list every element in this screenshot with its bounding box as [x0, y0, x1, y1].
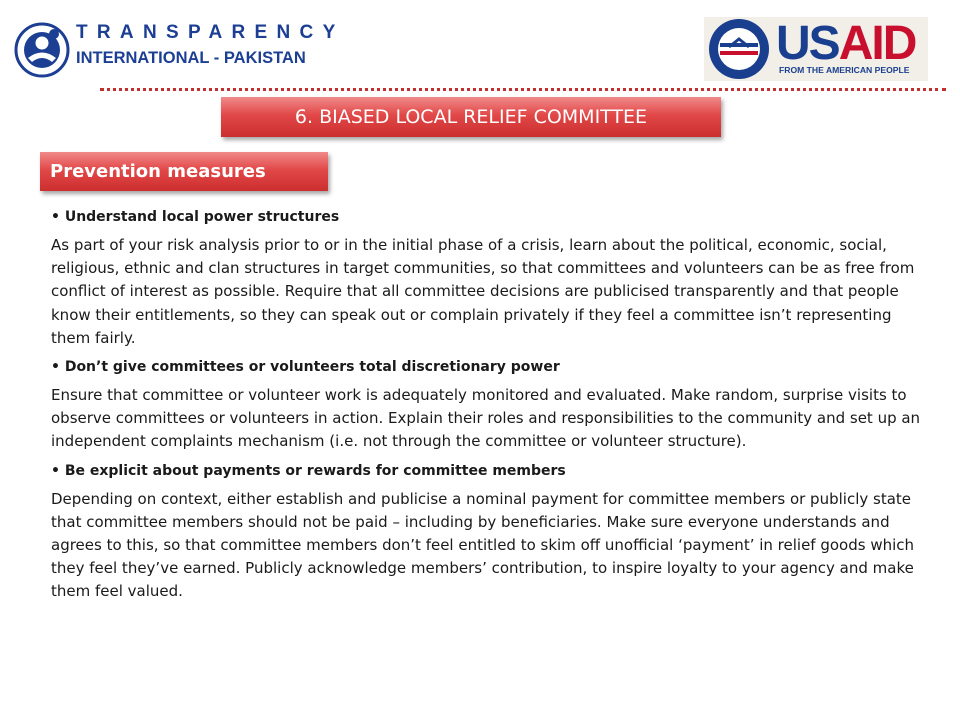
usaid-wordmark-us: US: [776, 17, 839, 70]
bullet-heading: • Understand local power structures: [51, 209, 340, 225]
usaid-wordmark: [776, 18, 915, 70]
bullet-paragraph: Depending on context, either establish and publicise a nominal payment for committee members or publicly state that committee members should not be paid – including by beneficiaries. Make sure everyone understands and agrees to this, so that committee members don’t feel entitled to skim off unofficial ‘payment’ in relief goods which they feel they’ve earned. Publicly acknowledge members’ contribution, to inspire loyalty to your agency and make them feel valued.: [51, 489, 915, 601]
slide-title: 6. BIASED LOCAL RELIEF COMMITTEE: [221, 97, 721, 137]
bullet-heading: • Don’t give committees or volunteers total discretionary power: [51, 359, 560, 376]
transparency-international-emblem-icon: [14, 22, 70, 78]
bullet-heading: • Be explicit about payments or rewards for committee members: [51, 462, 566, 479]
transparency-international-logo: [14, 20, 345, 82]
bullet-paragraph: Ensure that committee or volunteer work is adequately monitored and evaluated. Make random, surprise visits to observe committees or volunteers in action. Explain their roles and responsibilities to the community and set up an independent complaints mechanism (i.e. not through the committee or volunteer structure).: [51, 386, 921, 451]
usaid-logo: [704, 17, 928, 81]
usaid-tagline: FROM THE AMERICAN PEOPLE: [779, 65, 910, 75]
content-body: [51, 207, 921, 611]
ti-logo-line2: INTERNATIONAL - PAKISTAN: [76, 49, 306, 67]
header-divider: [100, 88, 946, 91]
ti-logo-line1: TRANSPARENCY: [76, 22, 345, 43]
usaid-seal-icon: [707, 17, 771, 81]
usaid-wordmark-aid: AID: [838, 17, 916, 70]
bullet-paragraph: As part of your risk analysis prior to or in the initial phase of a crisis, learn about the political, economic, social, religious, ethnic and clan structures in target communities, so that committees and volunteers can be as free from conflict of interest as possible. Require that all committee decisions are publicised transparently and that people know their entitlements, so they can speak out or complain privately if they feel a committee isn’t representing them fairly.: [51, 236, 915, 347]
section-heading: Prevention measures: [40, 152, 328, 191]
